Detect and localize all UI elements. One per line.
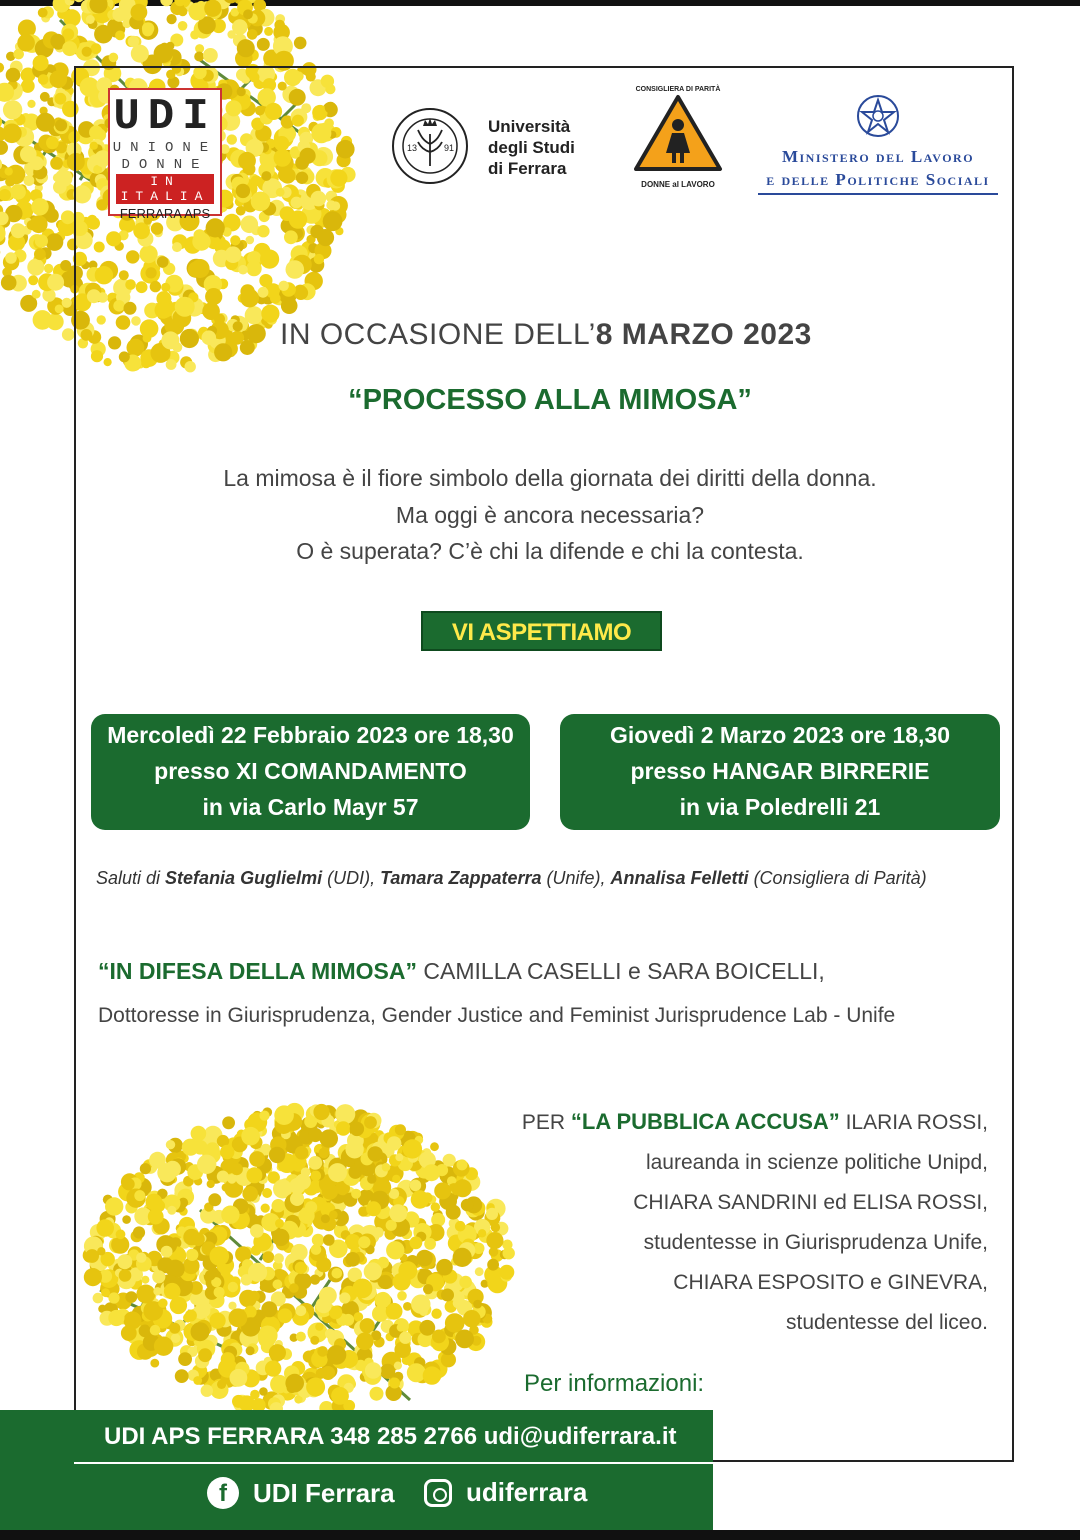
consigliera-top-text: CONSIGLIERA DI PARITÀ [635, 86, 721, 93]
saluti-name-2: Tamara Zappaterra [380, 868, 542, 888]
ministero-line1: Ministero del Lavoro [781, 147, 975, 166]
udi-logo-line1: UNIONE [112, 140, 218, 156]
accusa-title: “LA PUBBLICA ACCUSA” [570, 1109, 840, 1134]
event-2-address: in via Poledrelli 21 [679, 794, 881, 820]
saluti-name-1: Stefania Guglielmi [165, 868, 323, 888]
difesa-names: CAMILLA CASELLI e SARA BOICELLI, [417, 958, 825, 984]
facebook-handle: UDI Ferrara [253, 1477, 395, 1508]
difesa-heading [98, 958, 825, 985]
unife-logo [390, 106, 600, 186]
instagram-handle: udiferrara [466, 1477, 588, 1507]
ministero-underline [758, 193, 998, 195]
saluti-prefix: Saluti di [96, 868, 166, 888]
intro-line-2: Ma oggi è ancora necessaria? [395, 501, 705, 528]
saluti-org-2: (Unife), [541, 868, 611, 888]
occasion-date: 8 MARZO 2023 [595, 318, 812, 351]
unife-name-line3: di Ferrara [488, 159, 567, 178]
facebook-icon: f [207, 1477, 239, 1509]
ministero-lavoro-logo [758, 92, 998, 188]
difesa-subtitle: Dottoresse in Giurisprudenza, Gender Justice and Feminist Jurisprudence Lab - Unife [98, 1004, 896, 1027]
event-1-address: in via Carlo Mayr 57 [202, 794, 419, 820]
facebook-link[interactable] [207, 1477, 395, 1509]
accusa-line-4: CHIARA ESPOSITO e GINEVRA, [673, 1271, 988, 1294]
contact-bar [0, 1410, 713, 1464]
consigliera-bottom-text: DONNE al LAVORO [641, 180, 715, 189]
event-2-date: Giovedì 2 Marzo 2023 ore 18,30 [609, 722, 951, 748]
unife-seal-year-right: 91 [444, 143, 455, 153]
udi-logo [108, 88, 222, 221]
udi-logo-main: UDI [113, 92, 217, 142]
event-1-place: presso XI COMANDAMENTO [154, 758, 467, 784]
event-box-2 [560, 714, 1000, 830]
udi-logo-line2: DONNE [121, 157, 209, 173]
unife-seal-year-left: 13 [407, 143, 418, 153]
unife-name-line1: Università [488, 117, 571, 136]
event-box-1 [91, 714, 530, 830]
info-label: Per informazioni: [524, 1370, 705, 1397]
instagram-icon [424, 1479, 452, 1507]
udi-logo-line4: FERRARA APS [119, 206, 211, 221]
saluti-org-1: (UDI), [322, 868, 381, 888]
intro-line-1: La mimosa è il fiore simbolo della giornata dei diritti della donna. [223, 465, 877, 491]
difesa-title: “IN DIFESA DELLA MIMOSA” [98, 958, 418, 984]
event-1-date: Mercoledì 22 Febbraio 2023 ore 18,30 [107, 722, 514, 748]
occasion-prefix: IN OCCASIONE DELL’ [280, 318, 596, 351]
unife-seal-icon [390, 106, 474, 186]
accusa-line-1: laureanda in scienze politiche Unipd, [645, 1151, 988, 1174]
accusa-heading [522, 1102, 988, 1143]
unife-name-line2: degli Studi [488, 138, 575, 157]
accusa-block [522, 1102, 988, 1343]
social-bar [0, 1464, 713, 1530]
udi-logo-line3: IN ITALIA [116, 174, 214, 204]
accusa-line-2: CHIARA SANDRINI ed ELISA ROSSI, [633, 1191, 988, 1214]
intro-text [0, 460, 1080, 570]
contact-text[interactable]: UDI APS FERRARA 348 285 2766 udi@udiferrara.it [104, 1423, 677, 1450]
warning-woman-icon [632, 93, 724, 173]
instagram-link[interactable] [424, 1477, 587, 1508]
accusa-name-1: ILARIA ROSSI, [839, 1111, 988, 1134]
vi-aspettiamo-banner: VI ASPETTIAMO [421, 611, 662, 651]
bottom-edge-bar [0, 1530, 1080, 1540]
italian-emblem-icon [854, 92, 902, 140]
accusa-line-3: studentesse in Giurisprudenza Unife, [643, 1231, 988, 1254]
accusa-line-5: studentesse del liceo. [786, 1311, 988, 1334]
occasion-heading [280, 318, 812, 352]
saluti-org-3: (Consigliera di Parità) [748, 868, 927, 888]
event-title: “PROCESSO ALLA MIMOSA” [348, 384, 752, 416]
accusa-prefix: PER [521, 1111, 571, 1134]
consigliera-parita-logo [628, 86, 728, 194]
intro-line-3: O è superata? C’è chi la difende e chi la contesta. [296, 538, 804, 564]
event-2-place: presso HANGAR BIRRERIE [630, 758, 930, 784]
saluti-line [96, 868, 927, 889]
ministero-line2: e delle Politiche Sociali [766, 170, 990, 189]
saluti-name-3: Annalisa Felletti [610, 868, 749, 888]
